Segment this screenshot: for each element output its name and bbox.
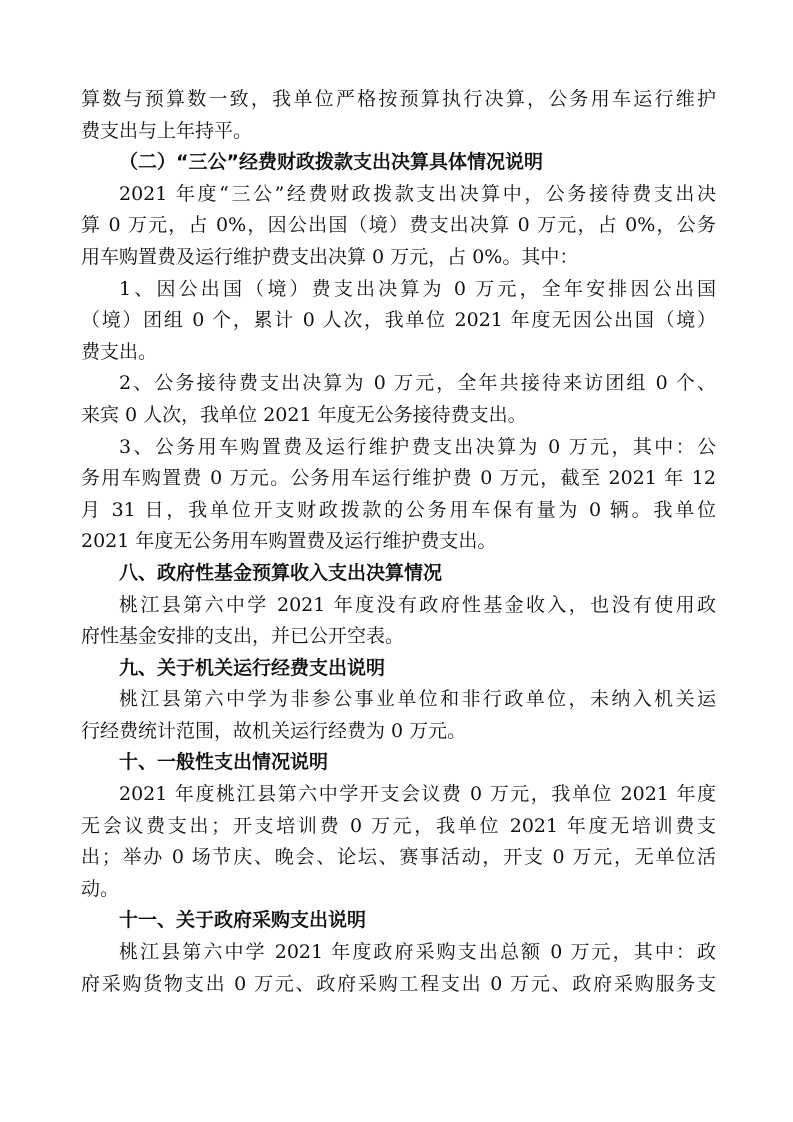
section-heading: （二）“三公”经费财政拨款支出决算具体情况说明 — [119, 151, 543, 174]
paragraph-line: 府性基金安排的支出，并已公开空表。 — [81, 625, 405, 648]
paragraph-line: （境）团组 0 个，累计 0 人次，我单位 2021 年度无因公出国（境） — [81, 309, 716, 332]
section-heading: 九、关于机关运行经费支出说明 — [119, 656, 386, 679]
paragraph-line: 动。 — [81, 877, 120, 900]
paragraph-line: 费支出与上年持平。 — [81, 119, 253, 142]
paragraph-line: 桃江县第六中学 2021 年度没有政府性基金收入，也没有使用政 — [119, 593, 716, 616]
paragraph-line: 3、公务用车购置费及运行维护费支出决算为 0 万元，其中：公 — [119, 435, 716, 458]
paragraph-line: 2021 年度无公务用车购置费及运行维护费支出。 — [81, 530, 497, 553]
paragraph-line: 算数与预算数一致，我单位严格按预算执行决算，公务用车运行维护 — [81, 88, 716, 110]
paragraph-line: 桃江县第六中学为非参公事业单位和非行政单位，未纳入机关运 — [119, 688, 716, 711]
section-heading: 十、一般性支出情况说明 — [119, 751, 329, 774]
paragraph-line: 费支出。 — [81, 340, 158, 363]
paragraph-line: 行经费统计范围，故机关运行经费为 0 万元。 — [81, 719, 467, 742]
document-page — [81, 84, 716, 1000]
paragraph-line: 月 31 日，我单位开支财政拨款的公务用车保有量为 0 辆。我单位 — [81, 498, 716, 521]
paragraph-line: 2021 年度“三公”经费财政拨款支出决算中，公务接待费支出决 — [119, 182, 716, 205]
section-heading: 十一、关于政府采购支出说明 — [119, 909, 367, 932]
paragraph-line: 桃江县第六中学 2021 年度政府采购支出总额 0 万元，其中：政 — [119, 941, 716, 964]
paragraph-line: 府采购货物支出 0 万元、政府采购工程支出 0 万元、政府采购服务支 — [81, 972, 716, 995]
paragraph-line: 无会议费支出；开支培训费 0 万元，我单位 2021 年度无培训费支 — [81, 814, 716, 837]
paragraph-line: 算 0 万元，占 0%，因公出国（境）费支出决算 0 万元，占 0%，公务 — [81, 214, 716, 237]
section-heading: 八、政府性基金预算收入支出决算情况 — [119, 561, 443, 584]
paragraph-line: 2021 年度桃江县第六中学开支会议费 0 万元，我单位 2021 年度 — [119, 783, 716, 806]
paragraph-line: 2、公务接待费支出决算为 0 万元，全年共接待来访团组 0 个、 — [119, 372, 716, 395]
paragraph-line: 务用车购置费 0 万元。公务用车运行维护费 0 万元，截至 2021 年 12 — [81, 467, 716, 490]
paragraph-line: 1、因公出国（境）费支出决算为 0 万元，全年安排因公出国 — [119, 277, 716, 300]
paragraph-line: 用车购置费及运行维护费支出决算 0 万元，占 0%。其中： — [81, 245, 579, 268]
paragraph-line: 来宾 0 人次，我单位 2021 年度无公务接待费支出。 — [81, 403, 527, 426]
document-body — [81, 84, 716, 1000]
paragraph-line: 出；举办 0 场节庆、晚会、论坛、赛事活动，开支 0 万元，无单位活 — [81, 846, 716, 869]
